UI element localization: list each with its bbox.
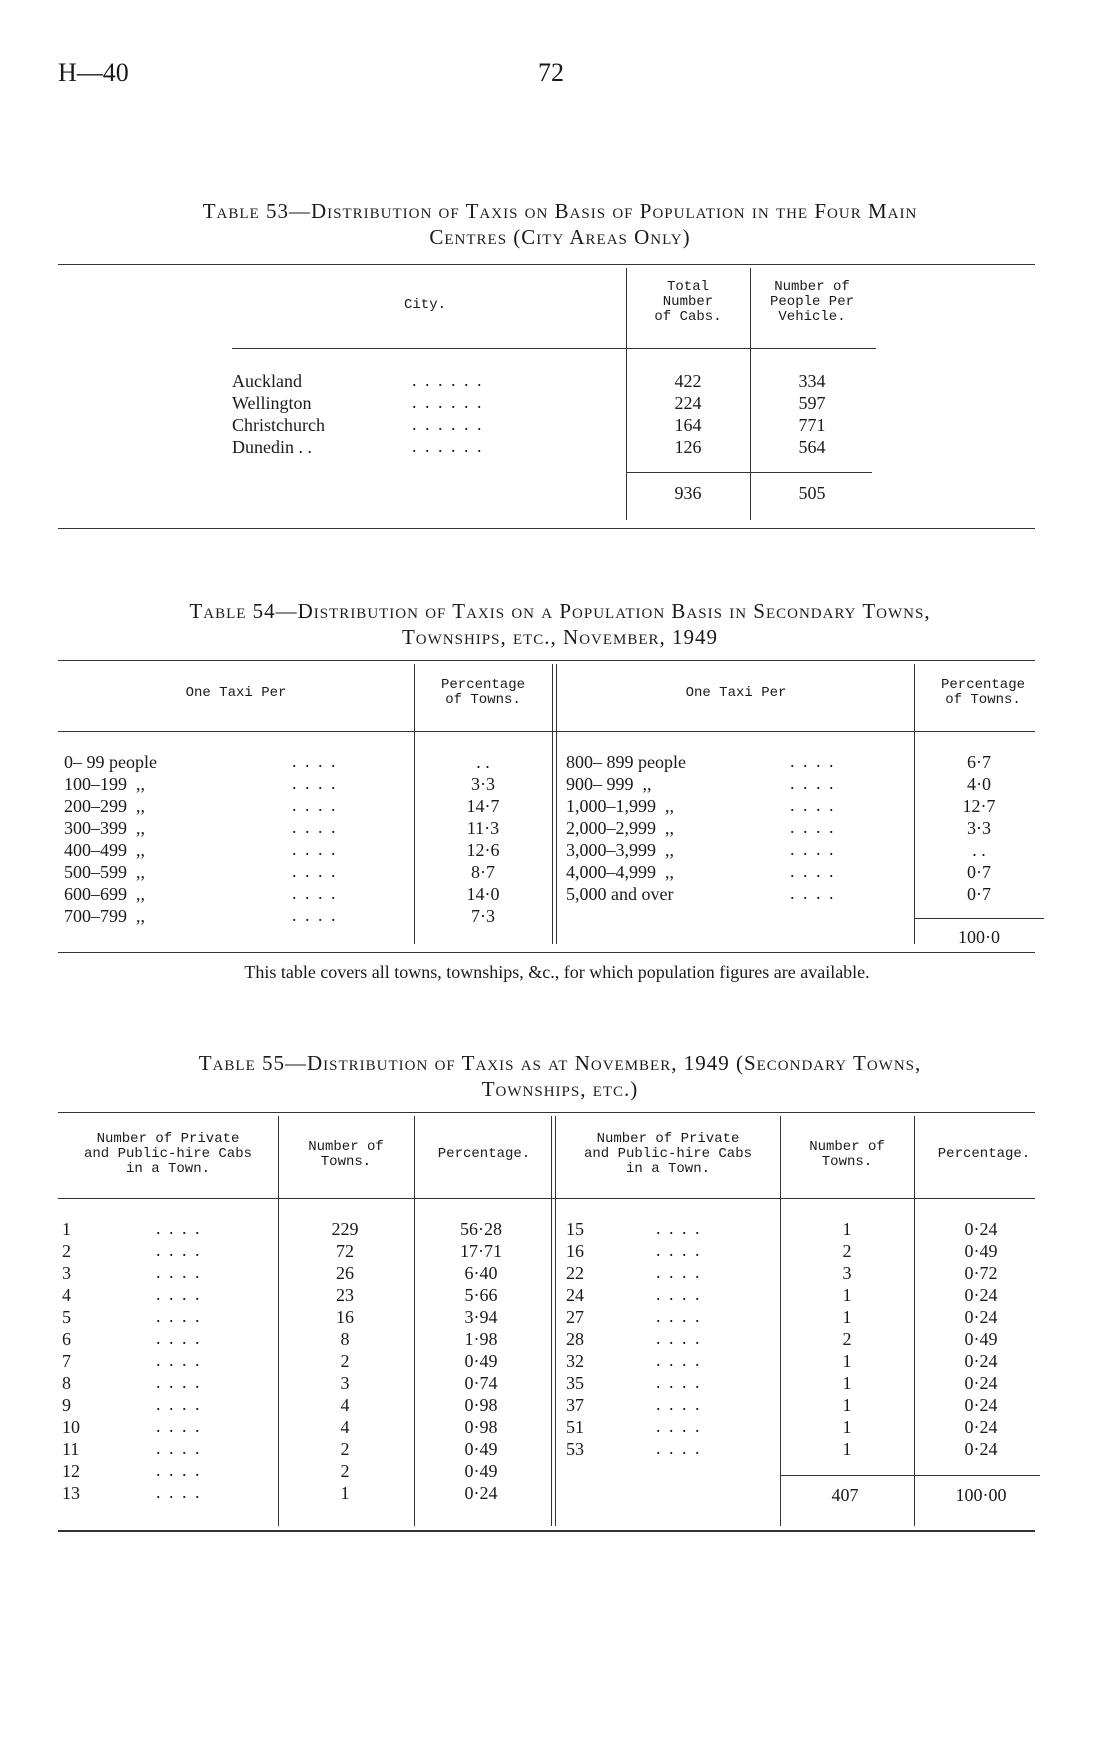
table55-leader-dots: . . . .: [156, 1460, 202, 1480]
table55-cabs-cell: 5: [62, 1307, 71, 1327]
table54-col-divider-3: [914, 664, 915, 944]
table55-pct-cell: 1·98: [464, 1329, 498, 1349]
table55-towns-cell: 1: [842, 1395, 852, 1415]
table54-range-cell: 300–399 ,,: [64, 818, 145, 838]
table54-leader-dots: . . . .: [292, 795, 338, 815]
table55-cabs-cell: 22: [566, 1263, 584, 1283]
table55-total-pct: 100·00: [955, 1485, 1007, 1505]
table55-header-towns-left: Number of Towns.: [308, 1139, 384, 1170]
table54-header-one-taxi-right: One Taxi Per: [685, 685, 787, 701]
table55-cabs-cell: 2: [62, 1241, 71, 1261]
table55-pct-cell: 0·24: [964, 1417, 998, 1437]
table55-cabs-cell: 4: [62, 1285, 71, 1305]
table55-cabs-cell: 6: [62, 1329, 71, 1349]
table54-leader-dots: . . . .: [292, 773, 338, 793]
table55-leader-dots: . . . .: [656, 1416, 702, 1436]
table55-towns-cell: 1: [340, 1483, 350, 1503]
table55-leader-dots: . . . .: [156, 1218, 202, 1238]
table54-range-cell: 200–299 ,,: [64, 796, 145, 816]
table54-range-cell: 700–799 ,,: [64, 906, 145, 926]
table54-pct-cell: 6·7: [967, 752, 991, 772]
table55-towns-cell: 26: [336, 1263, 354, 1283]
table55-pct-cell: 0·72: [964, 1263, 998, 1283]
table54-pct-cell: 11·3: [466, 818, 500, 838]
table55-pct-cell: 6·40: [464, 1263, 498, 1283]
table55-leader-dots: . . . .: [656, 1438, 702, 1458]
table55-cabs-cell: 32: [566, 1351, 584, 1371]
table53-city-cell: Auckland: [232, 371, 302, 391]
table55-towns-cell: 2: [340, 1351, 350, 1371]
table55-leader-dots: . . . .: [156, 1438, 202, 1458]
table55-leader-dots: . . . .: [656, 1218, 702, 1238]
page-section: H—40: [58, 58, 129, 87]
table55-towns-cell: 2: [340, 1439, 350, 1459]
table54-leader-dots: . . . .: [790, 751, 836, 771]
table55-cabs-cell: 27: [566, 1307, 584, 1327]
table55-total-towns: 407: [831, 1485, 859, 1505]
table54-col-divider-double: [552, 664, 557, 944]
table55-cabs-cell: 16: [566, 1241, 584, 1261]
page-number: 72: [538, 58, 564, 87]
table55-cabs-cell: 28: [566, 1329, 584, 1349]
table55-pct-cell: 0·49: [464, 1439, 498, 1459]
table55-top-rule: [58, 1112, 1035, 1113]
table55-header-rule: [58, 1198, 1035, 1199]
table55-towns-cell: 2: [842, 1329, 852, 1349]
table55-towns-cell: 2: [842, 1241, 852, 1261]
table53-cabs-cell: 422: [674, 371, 702, 391]
table55-towns-cell: 2: [340, 1461, 350, 1481]
table55-cabs-cell: 35: [566, 1373, 584, 1393]
table55-leader-dots: . . . .: [656, 1306, 702, 1326]
table54-range-cell: 800– 899 people: [566, 752, 686, 772]
table53-leader-dots: . . . . . .: [412, 392, 484, 412]
table55-col-divider-double: [551, 1116, 556, 1526]
table55-pct-cell: 0·24: [964, 1395, 998, 1415]
table54-leader-dots: . . . .: [292, 839, 338, 859]
table55-col-divider-4: [780, 1116, 781, 1526]
table54-leader-dots: . . . .: [790, 817, 836, 837]
table54-title-line2: Townships, etc., November, 1949: [401, 625, 719, 649]
table54-header-rule: [58, 731, 1035, 732]
table53-total-cabs: 936: [674, 483, 702, 503]
table54-pct-cell: 12·7: [962, 796, 996, 816]
table55-cabs-cell: 37: [566, 1395, 584, 1415]
table55-leader-dots: . . . .: [156, 1372, 202, 1392]
table55-pct-cell: 0·24: [964, 1373, 998, 1393]
table53-title-line1: Table 53—Distribution of Taxis on Basis of Population in the Four Main: [202, 199, 918, 223]
table54-header-pct-left: Percentage of Towns.: [440, 677, 525, 708]
table54-pct-cell: 14·0: [466, 884, 500, 904]
table54-pct-cell: 0·7: [967, 862, 991, 882]
table54-range-cell: 0– 99 people: [64, 752, 157, 772]
table53-cabs-cell: 224: [674, 393, 702, 413]
table53-cabs-cell: 164: [674, 415, 702, 435]
table55-pct-cell: 0·49: [964, 1329, 998, 1349]
table55-cabs-cell: 11: [62, 1439, 80, 1459]
table55-leader-dots: . . . .: [156, 1394, 202, 1414]
table55-towns-cell: 229: [331, 1219, 359, 1239]
table55-pct-cell: 0·98: [464, 1417, 498, 1437]
table53-city-cell: Wellington: [232, 393, 312, 413]
table55-cabs-cell: 10: [62, 1417, 80, 1437]
table53-bottom-rule: [58, 528, 1035, 529]
table54-leader-dots: . . . .: [292, 905, 338, 925]
table55-cabs-cell: 9: [62, 1395, 71, 1415]
table54-range-cell: 3,000–3,999 ,,: [566, 840, 674, 860]
table55-title-line2: Townships, etc.): [481, 1077, 639, 1101]
table54-range-cell: 4,000–4,999 ,,: [566, 862, 674, 882]
table55-pct-cell: 0·24: [964, 1219, 998, 1239]
table54-leader-dots: . . . .: [292, 883, 338, 903]
table54-pct-cell: 3·3: [471, 774, 495, 794]
table54-leader-dots: . . . .: [790, 839, 836, 859]
table55-towns-cell: 1: [842, 1439, 852, 1459]
table55-towns-cell: 1: [842, 1307, 852, 1327]
table55-leader-dots: . . . .: [656, 1350, 702, 1370]
table55-towns-cell: 1: [842, 1219, 852, 1239]
table55-header-pct-right: Percentage.: [937, 1146, 1031, 1162]
table55-leader-dots: . . . .: [656, 1284, 702, 1304]
table55-cabs-cell: 12: [62, 1461, 80, 1481]
table53-header-rule: [232, 348, 876, 349]
table55-cabs-cell: 15: [566, 1219, 584, 1239]
table55-towns-cell: 1: [842, 1417, 852, 1437]
table54-pct-cell: . .: [476, 752, 490, 772]
table55-leader-dots: . . . .: [656, 1372, 702, 1392]
table55-cabs-cell: 1: [62, 1219, 71, 1239]
table55-pct-cell: 0·74: [464, 1373, 498, 1393]
table54-pct-cell: 0·7: [967, 884, 991, 904]
table55-towns-cell: 23: [336, 1285, 354, 1305]
table55-cabs-cell: 3: [62, 1263, 71, 1283]
table53-city-cell: Dunedin . .: [232, 437, 312, 457]
table54-header-pct-right: Percentage of Towns.: [940, 677, 1025, 708]
table55-pct-cell: 0·24: [964, 1285, 998, 1305]
table54-leader-dots: . . . .: [790, 795, 836, 815]
table55-leader-dots: . . . .: [156, 1416, 202, 1436]
table55-header-cabs-left: Number of Private and Public-hire Cabs in a Town.: [83, 1131, 253, 1177]
table54-leader-dots: . . . .: [292, 751, 338, 771]
table55-cabs-cell: 51: [566, 1417, 584, 1437]
table54-leader-dots: . . . .: [790, 883, 836, 903]
table55-leader-dots: . . . .: [656, 1394, 702, 1414]
table55-leader-dots: . . . .: [656, 1240, 702, 1260]
table54-range-cell: 5,000 and over: [566, 884, 674, 904]
table54-col-divider-1: [414, 664, 415, 944]
table54-bottom-rule: [58, 952, 1035, 953]
table55-towns-cell: 4: [340, 1417, 350, 1437]
table55-header-cabs-right: Number of Private and Public-hire Cabs in a Town.: [583, 1131, 753, 1177]
table54-range-cell: 400–499 ,,: [64, 840, 145, 860]
table55-pct-cell: 0·24: [964, 1307, 998, 1327]
table55-leader-dots: . . . .: [656, 1262, 702, 1282]
table53-header-city: City.: [403, 297, 446, 313]
table55-leader-dots: . . . .: [156, 1262, 202, 1282]
table53-people-cell: 334: [798, 371, 826, 391]
table55-towns-cell: 72: [336, 1241, 354, 1261]
table55-pct-cell: 56·28: [460, 1219, 502, 1239]
table55-title-line1: Table 55—Distribution of Taxis as at November, 1949 (Secondary Towns,: [198, 1051, 922, 1075]
table53-people-cell: 564: [798, 437, 826, 457]
table54-range-cell: 100–199 ,,: [64, 774, 145, 794]
table55-towns-cell: 1: [842, 1285, 852, 1305]
table54-pct-cell: 12·6: [466, 840, 500, 860]
table55-pct-cell: 0·98: [464, 1395, 498, 1415]
table55-towns-cell: 3: [842, 1263, 852, 1283]
table53-leader-dots: . . . . . .: [412, 436, 484, 456]
table54-title-line1: Table 54—Distribution of Taxis on a Population Basis in Secondary Towns,: [189, 599, 931, 623]
table55-leader-dots: . . . .: [156, 1306, 202, 1326]
table53-city-cell: Christchurch: [232, 415, 325, 435]
table54-range-cell: 2,000–2,999 ,,: [566, 818, 674, 838]
table54-range-cell: 900– 999 ,,: [566, 774, 652, 794]
table54-range-cell: 600–699 ,,: [64, 884, 145, 904]
table55-towns-cell: 3: [340, 1373, 350, 1393]
table55-total-rule: [780, 1475, 1040, 1476]
table55-towns-cell: 8: [340, 1329, 350, 1349]
table55-pct-cell: 3·94: [464, 1307, 498, 1327]
table54-leader-dots: . . . .: [790, 773, 836, 793]
table55-col-divider-1: [278, 1116, 279, 1526]
table55-pct-cell: 0·24: [464, 1483, 498, 1503]
table54-leader-dots: . . . .: [790, 861, 836, 881]
table55-pct-cell: 5·66: [464, 1285, 498, 1305]
table54-leader-dots: . . . .: [292, 861, 338, 881]
table54-header-one-taxi-left: One Taxi Per: [185, 685, 287, 701]
table55-col-divider-2: [414, 1116, 415, 1526]
table53-header-people: Number of People Per Vehicle.: [769, 279, 854, 325]
table54-pct-cell: 8·7: [471, 862, 495, 882]
table55-leader-dots: . . . .: [156, 1350, 202, 1370]
table55-header-pct-left: Percentage.: [437, 1146, 531, 1162]
table53-leader-dots: . . . . . .: [412, 370, 484, 390]
table55-pct-cell: 0·49: [464, 1351, 498, 1371]
table55-col-divider-5: [914, 1116, 915, 1526]
table53-people-cell: 771: [798, 415, 826, 435]
table53-total-rule: [626, 472, 872, 473]
table54-top-rule: [58, 660, 1035, 661]
table55-leader-dots: . . . .: [156, 1284, 202, 1304]
table55-leader-dots: . . . .: [156, 1482, 202, 1502]
table55-pct-cell: 0·49: [464, 1461, 498, 1481]
table53-cabs-cell: 126: [674, 437, 702, 457]
table55-cabs-cell: 24: [566, 1285, 584, 1305]
table55-pct-cell: 0·24: [964, 1351, 998, 1371]
table53-leader-dots: . . . . . .: [412, 414, 484, 434]
table55-cabs-cell: 7: [62, 1351, 71, 1371]
table55-towns-cell: 1: [842, 1373, 852, 1393]
table53-total-people: 505: [798, 483, 826, 503]
table55-towns-cell: 4: [340, 1395, 350, 1415]
table55-cabs-cell: 53: [566, 1439, 584, 1459]
table54-pct-cell: 3·3: [967, 818, 991, 838]
table55-leader-dots: . . . .: [656, 1328, 702, 1348]
table54-range-cell: 1,000–1,999 ,,: [566, 796, 674, 816]
table54-total-rule: [914, 918, 1044, 919]
table55-towns-cell: 1: [842, 1351, 852, 1371]
table55-bottom-rule: [58, 1530, 1035, 1532]
table53-col-divider-1: [626, 268, 627, 520]
table55-pct-cell: 0·49: [964, 1241, 998, 1261]
table54-pct-cell: . .: [972, 840, 986, 860]
table55-pct-cell: 0·24: [964, 1439, 998, 1459]
table55-pct-cell: 17·71: [460, 1241, 502, 1261]
table54-leader-dots: . . . .: [292, 817, 338, 837]
table55-leader-dots: . . . .: [156, 1240, 202, 1260]
table54-pct-cell: 14·7: [466, 796, 500, 816]
table54-pct-cell: 4·0: [967, 774, 991, 794]
table55-towns-cell: 16: [336, 1307, 354, 1327]
table55-header-towns-right: Number of Towns.: [809, 1139, 885, 1170]
table53-top-rule: [58, 264, 1035, 265]
table55-cabs-cell: 13: [62, 1483, 80, 1503]
table53-title-line2: Centres (City Areas Only): [429, 225, 691, 249]
table54-pct-cell: 7·3: [471, 906, 495, 926]
table53-people-cell: 597: [798, 393, 826, 413]
table54-range-cell: 500–599 ,,: [64, 862, 145, 882]
table54-note: This table covers all towns, townships, &c., for which population figures are available.: [244, 962, 870, 982]
table53-col-divider-2: [750, 268, 751, 520]
table53-header-cabs: Total Number of Cabs.: [654, 279, 722, 325]
table55-leader-dots: . . . .: [156, 1328, 202, 1348]
table54-total: 100·0: [958, 927, 1000, 947]
table55-cabs-cell: 8: [62, 1373, 71, 1393]
